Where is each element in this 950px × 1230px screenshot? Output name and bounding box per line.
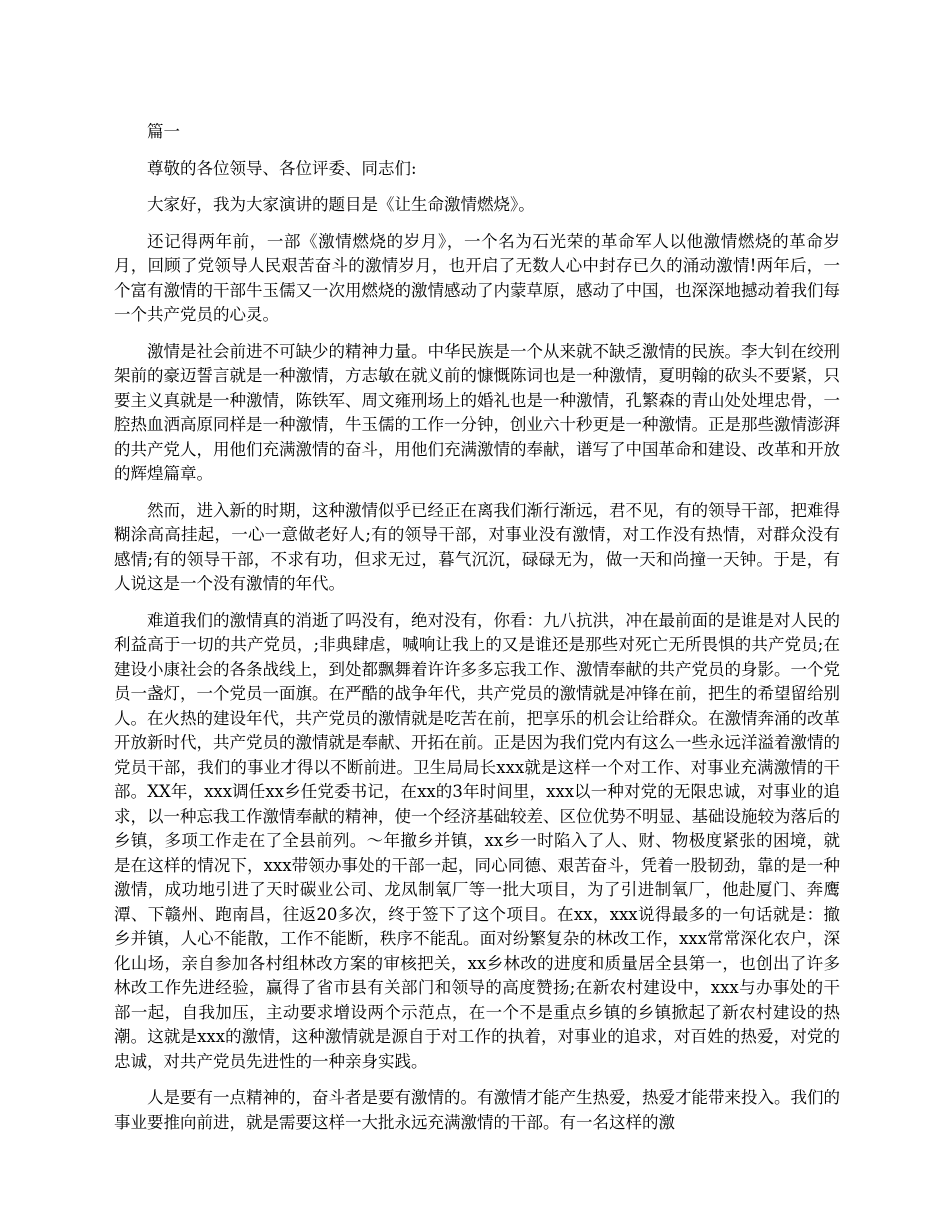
section-heading: 篇一: [147, 122, 180, 141]
body-paragraph: 人是要有一点精神的，奋斗者是要有激情的。有激情才能产生热爱，热爱才能带来投入。我们的事业要推向前进，就是需要这样一大批永远充满激情的干部。有一名这样的激: [114, 1088, 840, 1132]
body-paragraph: 然而，进入新的时期，这种激情似乎已经正在离我们渐行渐远，君不见，有的领导干部，把难得糊涂高高挂起，一心一意做老好人;有的领导干部，对事业没有激情，对工作没有热情，对群众没有感情;有的领导干部，不求有功，但求无过，暮气沉沉，碌碌无为，做一天和尚撞一天钟。于是，有人说这是一个没有激情的年代。: [114, 500, 840, 593]
document-body: [114, 120, 840, 1147]
speech-title-line: 大家好，我为大家演讲的题目是《让生命激情燃烧》。: [147, 195, 535, 214]
body-paragraph: 难道我们的激情真的消逝了吗没有，绝对没有，你看：九八抗洪，冲在最前面的是谁是对人民的利益高于一切的共产党员，;非典肆虐，喊响让我上的又是谁还是那些对死亡无所畏惧的共产党员;在建设小康社会的各条战线上，到处都飘舞着许许多多忘我工作、激情奉献的共产党员的身影。一个党员一盏灯，一个党员一面旗。在严酷的战争年代，共产党员的激情就是冲锋在前，把生的希望留给别人。在火热的建设年代，共产党员的激情就是吃苦在前，把享乐的机会让给群众。在激情奔涌的改革开放新时代，共产党员的激情就是奉献、开拓在前。正是因为我们党内有这么一些永远洋溢着激情的党员干部，我们的事业才得以不断前进。卫生局局长xxx就是这样一个对工作、对事业充满激情的干部。XX年，xxx调任xx乡任党委书记，在xx的3年时间里，xxx以一种对党的无限忠诚，对事业的追求，以一种忘我工作激情奉献的精神，使一个经济基础较差、区位优势不明显、基础设施较为落后的乡镇，多项工作走在了全县前列。～年撤乡并镇，xx乡一时陷入了人、财、物极度紧张的困境，就是在这样的情况下，xxx带领办事处的干部一起，同心同德、艰苦奋斗，凭着一股韧劲，靠的是一种激情，成功地引进了天时碳业公司、龙凤制氧厂等一批大项目，为了引进制氧厂，他赴厦门、奔鹰潭、下赣州、跑南昌，往返20多次，终于签下了这个项目。在xx，xxx说得最多的一句话就是：撤乡并镇，人心不能散，工作不能断，秩序不能乱。面对纷繁复杂的林改工作，xxx常常深化农户，深化山场，亲自参加各村组林改方案的审核把关，xx乡林改的进度和质量居全县第一，也创出了许多林改工作先进经验，赢得了省市县有关部门和领导的高度赞扬;在新农村建设中，xxx与办事处的干部一起，自我加压，主动要求增设两个示范点，在一个不是重点乡镇的乡镇掀起了新农村建设的热潮。这就是xxx的激情，这种激情就是源自于对工作的执着，对事业的追求，对百姓的热爱，对党的忠诚，对共产党员先进性的一种亲身实践。: [114, 610, 840, 1071]
body-paragraph: 还记得两年前，一部《激情燃烧的岁月》，一个名为石光荣的革命军人以他激情燃烧的革命岁月，回顾了党领导人民艰苦奋斗的激情岁月，也开启了无数人心中封存已久的涌动激情!两年后，一个富有激情的干部牛玉儒又一次用燃烧的激情感动了内蒙草原，感动了中国，也深深地撼动着我们每一个共产党员的心灵。: [114, 231, 840, 324]
body-paragraph: 激情是社会前进不可缺少的精神力量。中华民族是一个从来就不缺乏激情的民族。李大钊在绞刑架前的豪迈誓言就是一种激情，方志敏在就义前的慷慨陈词也是一种激情，夏明翰的砍头不要紧，只要主义真就是一种激情，陈铁军、周文雍刑场上的婚礼也是一种激情，孔繁森的青山处处埋忠骨，一腔热血洒高原同样是一种激情，牛玉儒的工作一分钟，创业六十秒更是一种激情。正是那些激情澎湃的共产党人，用他们充满激情的奋斗，用他们充满激情的奉献，谱写了中国革命和建设、改革和开放的辉煌篇章。: [114, 341, 840, 483]
salutation: 尊敬的各位领导、各位评委、同志们:: [147, 158, 417, 178]
